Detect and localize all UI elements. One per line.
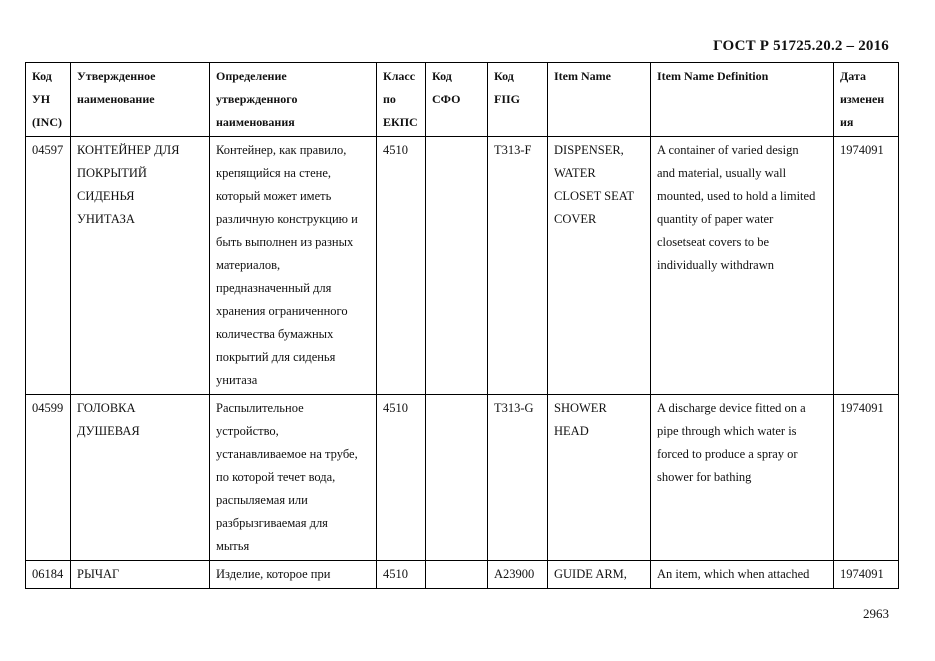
cell-fiig-code: T313-G [488,395,548,561]
cell-ekps-class: 4510 [377,137,426,395]
cell-sfo-code [426,395,488,561]
cell-change-date: 1974091 [834,561,899,589]
cell-change-date: 1974091 [834,137,899,395]
cell-fiig-code: A23900 [488,561,548,589]
classification-table [25,62,899,589]
cell-inc: 04597 [26,137,71,395]
cell-ekps-class: 4510 [377,561,426,589]
cell-approved-name: ГОЛОВКА ДУШЕВАЯ [71,395,210,561]
cell-item-name: GUIDE ARM, [548,561,651,589]
cell-item-name-definition: An item, which when attached [651,561,834,589]
column-header-sfo-code: Код СФО [426,63,488,137]
cell-definition: Контейнер, как правило, крепящийся на стене, который может иметь различную конструкцию и быть выполнен из разных материалов, предназначенный для хранения ограниченного количества бумажных покрытий для сиденья унитаза [210,137,377,395]
table-row [26,395,899,561]
table-row [26,137,899,395]
cell-approved-name: РЫЧАГ [71,561,210,589]
cell-definition: Изделие, которое при [210,561,377,589]
column-header-ekps-class: Класс по ЕКПС [377,63,426,137]
cell-approved-name: КОНТЕЙНЕР ДЛЯ ПОКРЫТИЙ СИДЕНЬЯ УНИТАЗА [71,137,210,395]
table-row [26,561,899,589]
cell-item-name-definition: A container of varied design and material, usually wall mounted, used to hold a limited quantity of paper water closetseat covers to be individually withdrawn [651,137,834,395]
cell-change-date: 1974091 [834,395,899,561]
page-number: 2963 [863,606,889,621]
cell-sfo-code [426,137,488,395]
cell-definition: Распылительное устройство, устанавливаемое на трубе, по которой течет вода, распыляемая или разбрызгиваемая для мытья [210,395,377,561]
cell-fiig-code: T313-F [488,137,548,395]
column-header-inc: Код УН (INC) [26,63,71,137]
table-header-row [26,63,899,137]
document-header: ГОСТ Р 51725.20.2 – 2016 [713,38,889,54]
column-header-definition: Определение утвержденного наименования [210,63,377,137]
cell-sfo-code [426,561,488,589]
column-header-item-name: Item Name [548,63,651,137]
column-header-item-name-definition: Item Name Definition [651,63,834,137]
column-header-change-date: Дата изменен ия [834,63,899,137]
cell-item-name: SHOWER HEAD [548,395,651,561]
cell-ekps-class: 4510 [377,395,426,561]
cell-inc: 06184 [26,561,71,589]
column-header-fiig-code: Код FIIG [488,63,548,137]
cell-item-name: DISPENSER, WATER CLOSET SEAT COVER [548,137,651,395]
cell-inc: 04599 [26,395,71,561]
cell-item-name-definition: A discharge device fitted on a pipe through which water is forced to produce a spray or shower for bathing [651,395,834,561]
column-header-approved-name: Утвержденное наименование [71,63,210,137]
